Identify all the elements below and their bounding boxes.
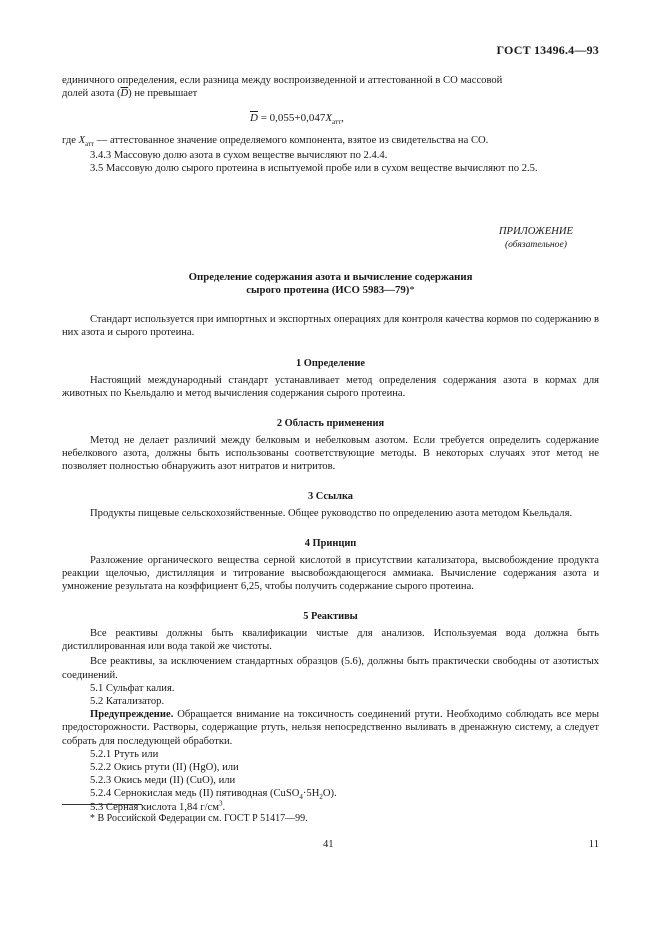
clause-5-3: 5.3 Серная кислота 1,84 $г/см^3$. bbox=[90, 799, 226, 813]
intro-text bbox=[62, 74, 599, 100]
section-4-text: Разложение органического вещества серной кислотой в присутствии катализатора, высвобождение продукта реакции щелочью, дистилляция и титрование высвобождающегося аммиака. Вычисление содержания азота и умножение результата на коэффициент 6,25, чтобы получить содержание сырого протеина. bbox=[62, 555, 599, 593]
section-5-para-2: Все реактивы, за исключением стандартных образцов (5.6), должны быть практически свободны от азотистых соединений. bbox=[62, 656, 599, 681]
section-1-heading: 1 Определение bbox=[295, 358, 365, 369]
page-number-center: 41 bbox=[323, 839, 334, 850]
section-5-para-1: Все реактивы должны быть квалификации чистые для анализов. Используемая вода должна быть дистиллированная или вода такой же чистоты. bbox=[62, 628, 599, 653]
clause-5-2-4: 5.2.4 Сернокислая медь (II) пятиводная $(CuSO_4\cdot 5H_2O)$. bbox=[90, 788, 337, 802]
clause-5-2-3: 5.2.3 Окись меди (II) (CuO), или bbox=[90, 775, 236, 787]
clause-5-2-1: 5.2.1 Ртуть или bbox=[90, 748, 159, 760]
intro-continued bbox=[62, 134, 599, 176]
section-2-heading: 2 Область применения bbox=[276, 418, 385, 429]
clause-5-2: 5.2 Катализатор. bbox=[90, 696, 165, 708]
appendix-label: ПРИЛОЖЕНИЕ (обязательное) bbox=[498, 226, 573, 251]
appendix-title: Определение содержания азота и вычисление содержания сырого протеина (ИСО 5983—79)* bbox=[188, 271, 473, 297]
section-3-heading: 3 Ссылка bbox=[307, 491, 353, 502]
clause-3-4-3: 3.4.3 Массовую долю азота в сухом веществе вычисляют по 2.4.4. bbox=[90, 150, 388, 162]
clause-3-5: 3.5 Массовую долю сырого протеина в испытуемой пробе или в сухом веществе вычисляют по 2.5. bbox=[90, 163, 538, 175]
section-4-heading: 4 Принцип bbox=[304, 538, 357, 549]
page-number-right: 11 bbox=[588, 839, 599, 850]
section-5-text bbox=[62, 627, 599, 814]
section-3-text: Продукты пищевые сельскохозяйственные. Общее руководство по определению азота методом Кьельдаля. bbox=[90, 508, 573, 519]
intro-line-1: единичного определения, если разница между воспроизведенной и аттестованной в СО массовой bbox=[62, 75, 503, 86]
section-2-text: Метод не делает различий между белковым и небелковым азотом. Если требуется определить содержание небелкового азота, должны быть использованы соответствующие методы. В некоторых случаях этот метод не позволяет полностью обнаружить азот нитратов и нитритов. bbox=[62, 435, 599, 473]
warning-paragraph: Предупреждение. Обращается внимание на токсичность соединений ртути. Необходимо соблюдать все меры предосторожности. Растворы, содержащие ртуть, нельзя непосредственно выливать в дренажную систему, а следует собрать для последующей обработки. bbox=[62, 709, 599, 747]
footnote: * В Российской Федерации см. ГОСТ Р 51417—99. bbox=[90, 813, 308, 824]
formula: $\overline{D} = 0,055+0,047X_{атт}$, bbox=[250, 112, 344, 127]
intro-line-2: долей азота $(\overline{D})$ не превышает bbox=[62, 88, 198, 100]
clause-5-1: 5.1 Сульфат калия. bbox=[90, 682, 175, 694]
document-header: ГОСТ 13496.4—93 bbox=[496, 43, 599, 57]
section-1-text: Настоящий международный стандарт устанавливает метод определения содержания азота в кормах для животных по Кьельдалю и метод вычисления содержания сырого протеина. bbox=[62, 375, 599, 400]
footnote-divider bbox=[62, 804, 142, 805]
where-line: где $X_{атт}$ — аттестованное значение определяемого компонента, взятое из свидетельства на СО. bbox=[62, 135, 489, 149]
clause-5-2-2: 5.2.2 Окись ртути (II) (HgO), или bbox=[90, 762, 239, 774]
section-5-heading: 5 Реактивы bbox=[303, 611, 358, 622]
preamble: Стандарт используется при импортных и экспортных операциях для контроля качества кормов по содержанию в них азота и сырого протеина. bbox=[62, 314, 599, 339]
